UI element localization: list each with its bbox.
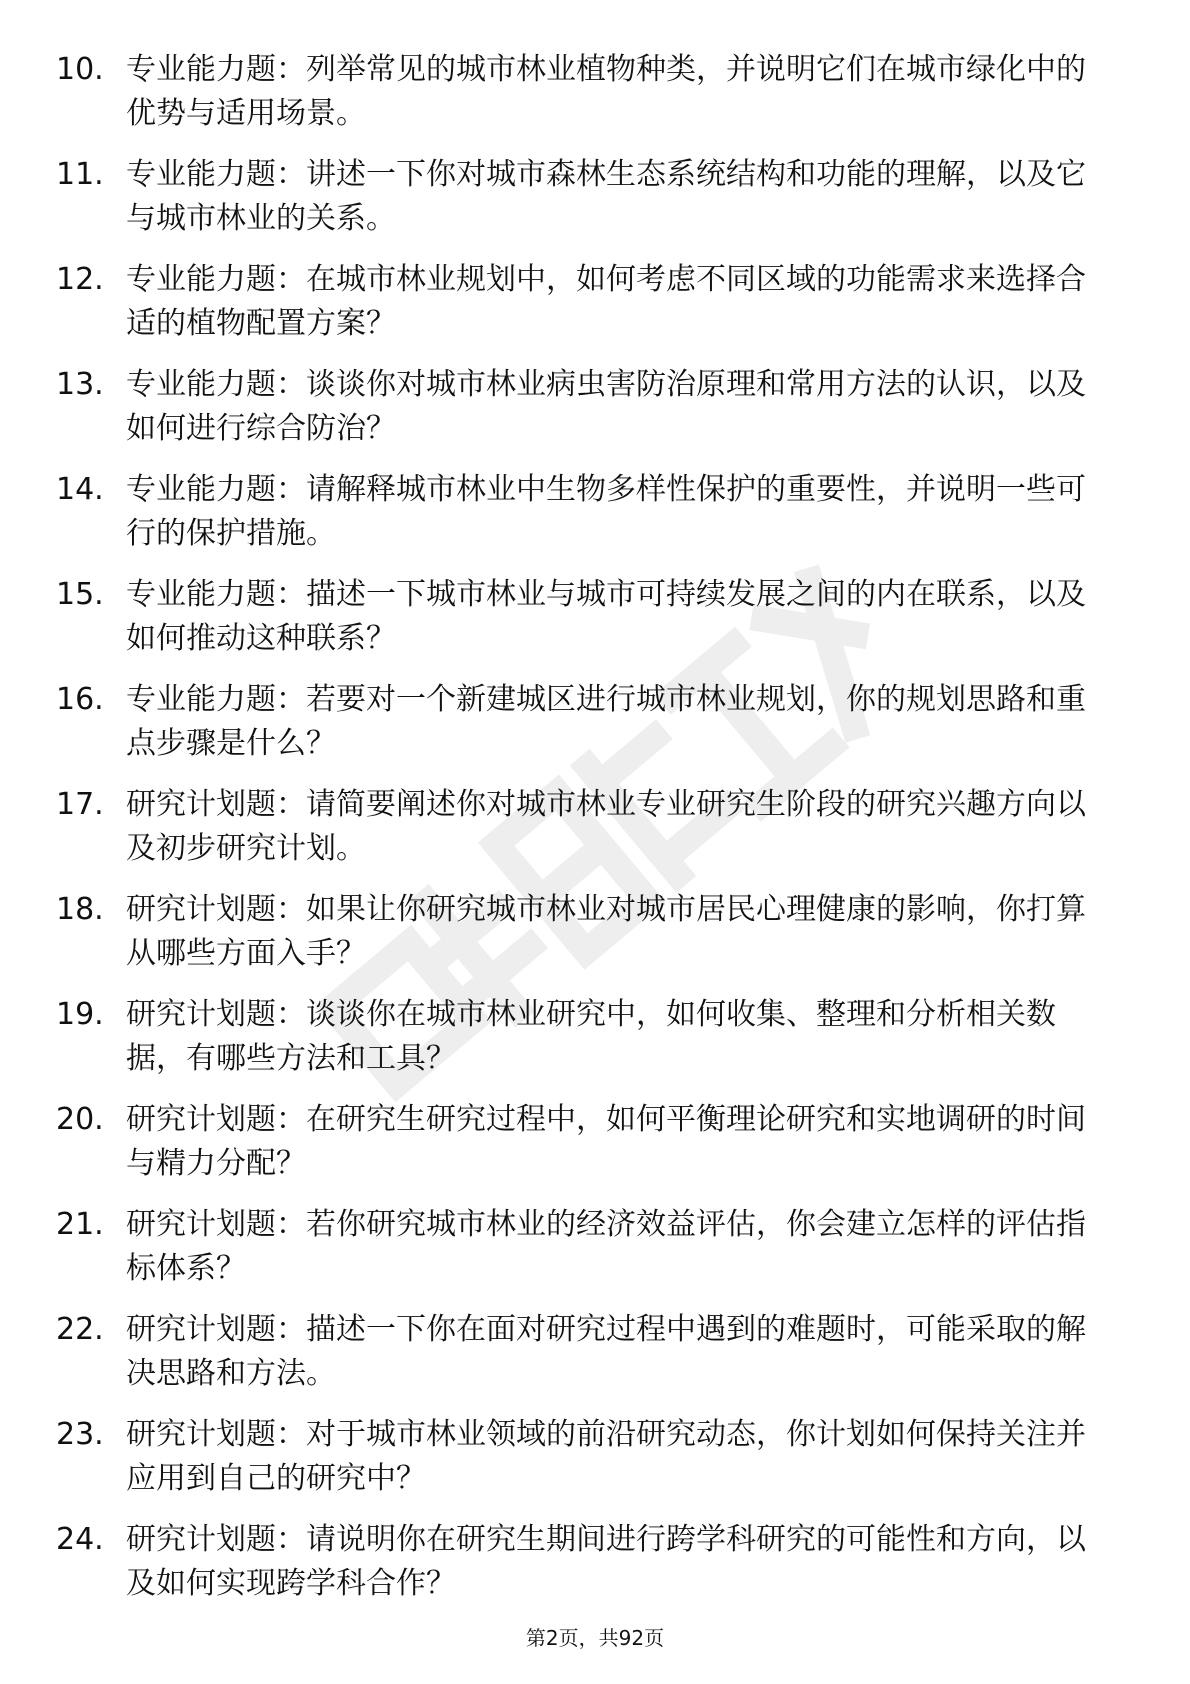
list-item: [0, 1098, 1190, 1203]
question-number: 10.: [56, 52, 104, 87]
question-text: 研究计划题：请说明你在研究生期间进行跨学科研究的可能性和方向，以及如何实现跨学科合作？: [126, 1522, 1086, 1601]
question-text: 研究计划题：若你研究城市林业的经济效益评估，你会建立怎样的评估指标体系？: [126, 1207, 1086, 1286]
list-item: [0, 888, 1190, 993]
list-item: [0, 1413, 1190, 1518]
question-text: 研究计划题：在研究生研究过程中，如何平衡理论研究和实地调研的时间与精力分配？: [126, 1102, 1086, 1181]
question-text: 专业能力题：若要对一个新建城区进行城市林业规划，你的规划思路和重点步骤是什么？: [126, 682, 1086, 761]
list-item: [0, 678, 1190, 783]
question-number: 15.: [56, 577, 104, 612]
list-item: [0, 1308, 1190, 1413]
list-item: [0, 993, 1190, 1098]
question-text: 研究计划题：谈谈你在城市林业研究中，如何收集、整理和分析相关数据，有哪些方法和工具？: [126, 997, 1056, 1076]
question-number: 16.: [56, 682, 104, 717]
list-item: [0, 783, 1190, 888]
question-text: 专业能力题：请解释城市林业中生物多样性保护的重要性，并说明一些可行的保护措施。: [126, 472, 1086, 551]
list-item: [0, 153, 1190, 258]
question-number: 17.: [56, 787, 104, 822]
question-number: 24.: [56, 1522, 104, 1557]
list-item: [0, 468, 1190, 573]
question-number: 23.: [56, 1417, 104, 1452]
question-number: 11.: [56, 157, 104, 192]
question-number: 19.: [56, 997, 104, 1032]
list-item: [0, 363, 1190, 468]
list-item: [0, 573, 1190, 678]
question-number: 18.: [56, 892, 104, 927]
list-item: [0, 1203, 1190, 1308]
page-number-footer: 第2页，共92页: [525, 1626, 665, 1650]
question-text: 研究计划题：描述一下你在面对研究过程中遇到的难题时，可能采取的解决思路和方法。: [126, 1312, 1086, 1391]
list-item: [0, 1518, 1190, 1623]
question-text: 专业能力题：在城市林业规划中，如何考虑不同区域的功能需求来选择合适的植物配置方案？: [126, 262, 1086, 341]
question-number: 14.: [56, 472, 104, 507]
list-item: [0, 48, 1190, 153]
question-number: 20.: [56, 1102, 104, 1137]
question-number: 13.: [56, 367, 104, 402]
question-text: 研究计划题：请简要阐述你对城市林业专业研究生阶段的研究兴趣方向以及初步研究计划。: [126, 787, 1086, 866]
question-text: 研究计划题：对于城市林业领域的前沿研究动态，你计划如何保持关注并应用到自己的研究中？: [126, 1417, 1086, 1496]
question-text: 专业能力题：描述一下城市林业与城市可持续发展之间的内在联系，以及如何推动这种联系？: [126, 577, 1086, 656]
question-text: 研究计划题：如果让你研究城市林业对城市居民心理健康的影响，你打算从哪些方面入手？: [126, 892, 1086, 971]
question-text: 专业能力题：谈谈你对城市林业病虫害防治原理和常用方法的认识，以及如何进行综合防治？: [126, 367, 1086, 446]
question-number: 21.: [56, 1207, 104, 1242]
question-text: 专业能力题：讲述一下你对城市森林生态系统结构和功能的理解，以及它与城市林业的关系。: [126, 157, 1086, 236]
question-list: [0, 48, 1190, 1623]
question-text: 专业能力题：列举常见的城市林业植物种类，并说明它们在城市绿化中的优势与适用场景。: [126, 52, 1086, 131]
question-number: 22.: [56, 1312, 104, 1347]
list-item: [0, 258, 1190, 363]
question-number: 12.: [56, 262, 104, 297]
